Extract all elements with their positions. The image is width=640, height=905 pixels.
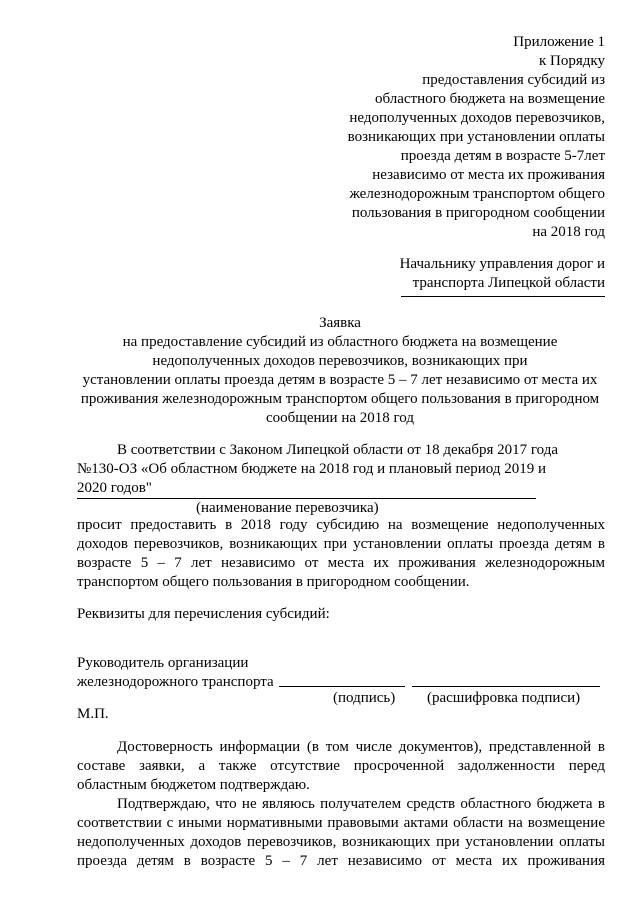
title-line: недополученных доходов перевозчиков, возникающих при bbox=[152, 353, 528, 369]
appendix-line: областного бюджета на возмещение bbox=[374, 91, 605, 107]
title-line: сообщении на 2018 год bbox=[266, 410, 414, 426]
appendix-line: к Порядку bbox=[539, 53, 605, 69]
certification-line: составе заявки, а также отсутствие просроченной задолженности перед bbox=[77, 758, 605, 774]
request-line: доходов перевозчиков, возникающих при установлении оплаты проезда детям в bbox=[77, 536, 605, 552]
request-line: транспортом общего пользования в пригородном сообщении. bbox=[77, 574, 470, 590]
requisites-label: Реквизиты для перечисления субсидий: bbox=[77, 606, 330, 622]
signature-blank-line bbox=[279, 686, 405, 687]
law-reference-line: 2020 годов" bbox=[77, 480, 152, 496]
addressee-line: Начальнику управления дорог и bbox=[399, 256, 605, 272]
addressee-blank-line bbox=[401, 296, 605, 297]
confirmation-line: Подтверждаю, что не являюсь получателем средств областного бюджета в bbox=[117, 796, 605, 812]
request-line: возрасте 5 – 7 лет независимо от места их проживания железнодорожным bbox=[77, 555, 605, 571]
appendix-line: независимо от места их проживания bbox=[372, 167, 605, 183]
certification-line: областным бюджетом подтверждаю. bbox=[77, 777, 310, 793]
law-reference-line: №130-ОЗ «Об областном бюджете на 2018 год и плановый период 2019 и bbox=[77, 461, 546, 477]
confirmation-line: недополученных доходов перевозчиков, возникающих при установлении оплаты bbox=[77, 834, 605, 850]
signature-decode-caption: (расшифровка подписи) bbox=[427, 690, 581, 706]
addressee-line: транспорта Липецкой области bbox=[412, 275, 605, 291]
signature-title-line: Руководитель организации bbox=[77, 655, 249, 671]
appendix-line: проезда детям в возрасте 5-7лет bbox=[400, 148, 605, 164]
request-line: просит предоставить в 2018 году субсидию на возмещение недополученных bbox=[77, 517, 605, 533]
appendix-line: пользования в пригородном сообщении bbox=[351, 205, 605, 221]
appendix-line: Приложение 1 bbox=[513, 34, 605, 50]
certification-line: Достоверность информации (в том числе документов), представленной в bbox=[117, 739, 605, 755]
title-heading: Заявка bbox=[319, 315, 361, 331]
confirmation-line: проезда детям в возрасте 5 – 7 лет независимо от места их проживания bbox=[77, 853, 605, 869]
stamp-placeholder: М.П. bbox=[77, 706, 109, 722]
title-line: установлении оплаты проезда детям в возрасте 5 – 7 лет независимо от места их bbox=[82, 372, 598, 388]
title-line: проживания железнодорожным транспортом общего пользования в пригородном bbox=[80, 391, 600, 407]
confirmation-line: соответствии с иными нормативными правовыми актами области на возмещение bbox=[77, 815, 605, 831]
appendix-line: возникающих при установлении оплаты bbox=[347, 129, 605, 145]
signature-caption: (подпись) bbox=[333, 690, 396, 706]
appendix-line: на 2018 год bbox=[532, 224, 605, 240]
title-line: на предоставление субсидий из областного бюджета на возмещение bbox=[122, 334, 558, 350]
appendix-line: железнодорожным транспортом общего bbox=[349, 186, 605, 202]
signature-decode-blank-line bbox=[412, 686, 600, 687]
law-reference-line: В соответствии с Законом Липецкой области от 18 декабря 2017 года bbox=[117, 442, 558, 458]
carrier-name-caption: (наименование перевозчика) bbox=[196, 500, 379, 516]
signature-title-line: железнодорожного транспорта bbox=[77, 674, 274, 690]
appendix-line: предоставления субсидий из bbox=[422, 72, 605, 88]
appendix-line: недополученных доходов перевозчиков, bbox=[349, 110, 605, 126]
